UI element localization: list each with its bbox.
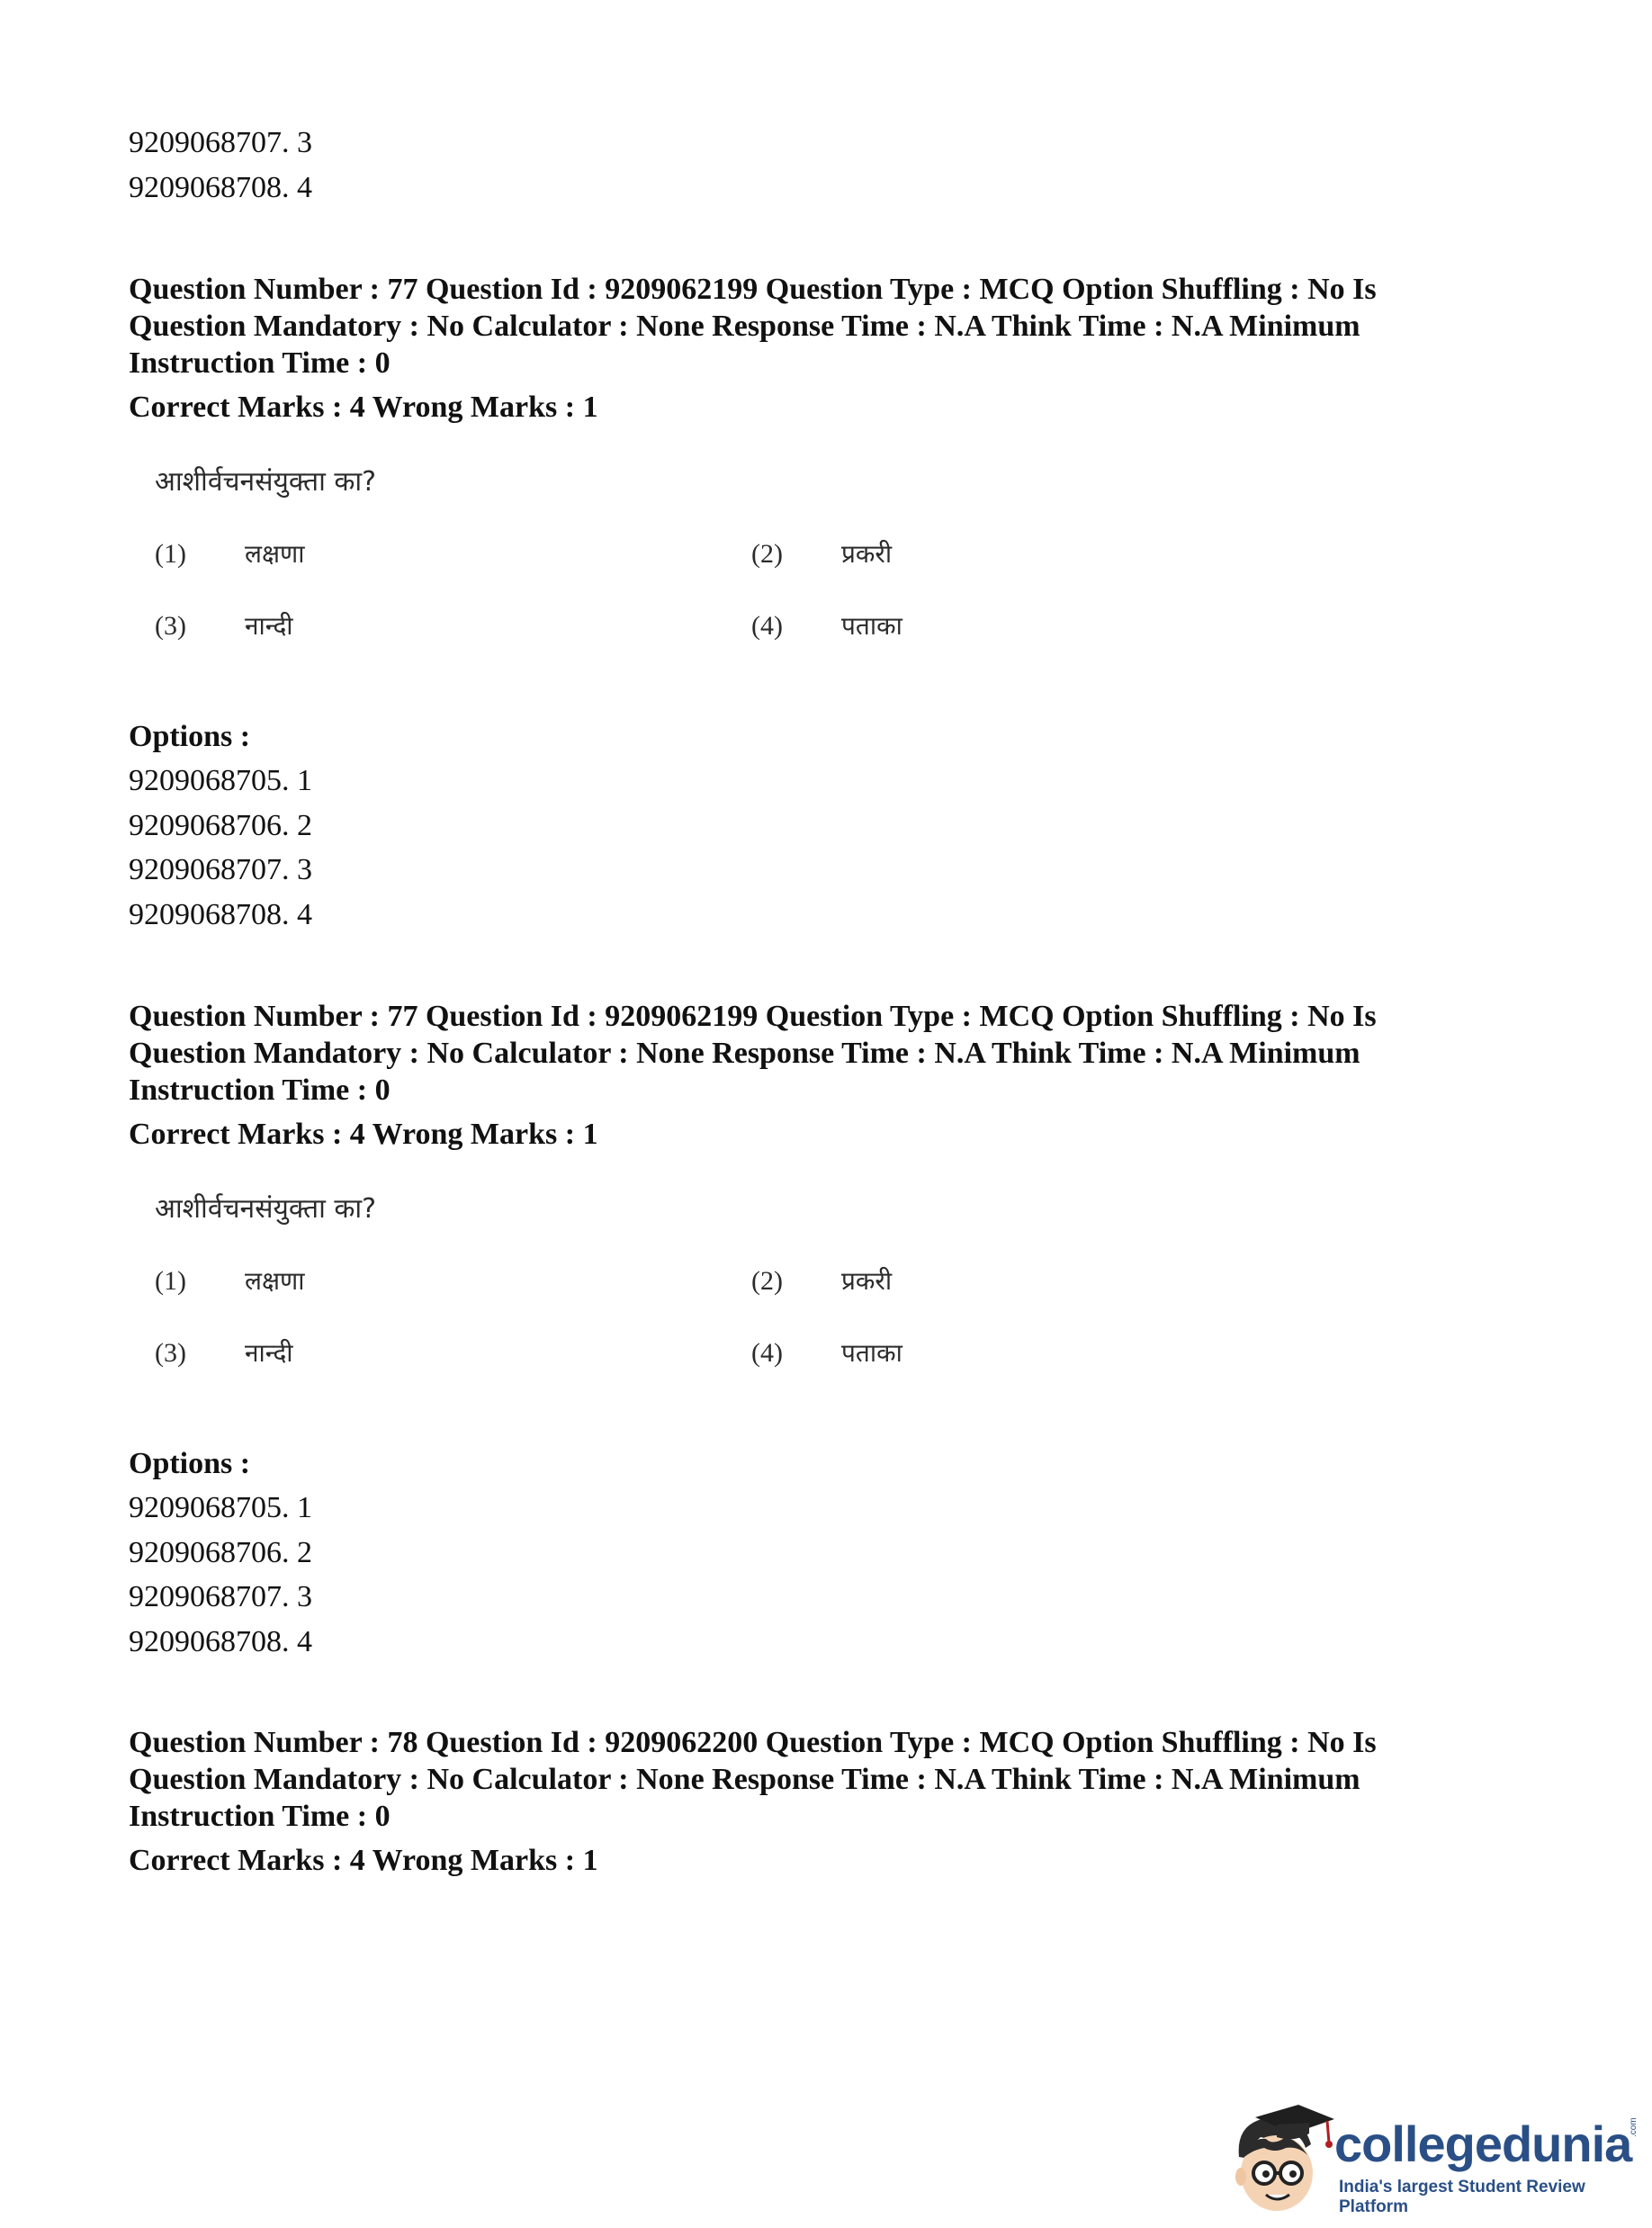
option-line: 9209068708. 4 [129, 171, 312, 204]
choice-number: (4) [751, 1338, 783, 1368]
logo-tagline: India's largest Student Review Platform [1339, 2178, 1585, 2216]
question-header-line: Question Number : 77 Question Id : 9209062199 Question Type : MCQ Option Shuffling : No Is [129, 1000, 1377, 1033]
question-image [144, 1191, 918, 1416]
collegedunia-logo [1219, 2101, 1642, 2218]
logo-suffix: .com [1629, 2117, 1639, 2137]
choice-number: (1) [155, 539, 186, 569]
option-line: 9209068708. 4 [129, 898, 312, 931]
question-header-line: Instruction Time : 0 [129, 1074, 391, 1107]
marks-line: Correct Marks : 4 Wrong Marks : 1 [129, 391, 598, 424]
choice-text: प्रकरी [841, 1266, 893, 1296]
question-image [144, 464, 918, 689]
choice-number: (3) [155, 611, 186, 641]
question-header-line: Instruction Time : 0 [129, 1800, 391, 1833]
choice-number: (3) [155, 1338, 186, 1368]
choice [155, 1335, 425, 1371]
choice-text: लक्षणा [245, 539, 305, 569]
choice [155, 1263, 425, 1299]
choice [155, 608, 425, 644]
choice-text: पताका [841, 1338, 902, 1368]
options-label: Options : [129, 720, 251, 753]
question-header-line: Question Number : 77 Question Id : 9209062199 Question Type : MCQ Option Shuffling : No Is [129, 273, 1377, 306]
choice-text: नान्दी [245, 1338, 293, 1368]
question-text: आशीर्वचनसंयुक्ता का? [155, 1193, 377, 1225]
choice-number: (4) [751, 611, 783, 641]
choice [751, 608, 1021, 644]
choice [155, 536, 425, 572]
choice-text: नान्दी [245, 611, 293, 641]
choice-text: लक्षणा [245, 1266, 305, 1296]
marks-line: Correct Marks : 4 Wrong Marks : 1 [129, 1844, 598, 1877]
marks-line: Correct Marks : 4 Wrong Marks : 1 [129, 1118, 598, 1151]
choice-number: (2) [751, 539, 783, 569]
question-header-line: Question Mandatory : No Calculator : None Response Time : N.A Think Time : N.A Minimum [129, 1037, 1360, 1070]
option-line: 9209068706. 2 [129, 809, 312, 842]
choice [751, 1335, 1021, 1371]
mascot-icon [1219, 2101, 1336, 2218]
option-line: 9209068708. 4 [129, 1625, 312, 1658]
question-header-line: Question Mandatory : No Calculator : None Response Time : N.A Think Time : N.A Minimum [129, 1763, 1360, 1796]
options-label: Options : [129, 1447, 251, 1480]
logo-name: collegedunia [1334, 2116, 1632, 2172]
option-line: 9209068706. 2 [129, 1536, 312, 1569]
option-line: 9209068705. 1 [129, 764, 312, 797]
question-header-line: Question Number : 78 Question Id : 9209062200 Question Type : MCQ Option Shuffling : No Is [129, 1726, 1377, 1759]
option-line: 9209068705. 1 [129, 1491, 312, 1524]
choice [751, 536, 1021, 572]
option-line: 9209068707. 3 [129, 126, 312, 159]
choice-text: प्रकरी [841, 539, 893, 569]
choice-number: (1) [155, 1266, 186, 1296]
question-header-line: Question Mandatory : No Calculator : None Response Time : N.A Think Time : N.A Minimum [129, 310, 1360, 343]
choice-number: (2) [751, 1266, 783, 1296]
question-text: आशीर्वचनसंयुक्ता का? [155, 466, 377, 498]
choice-text: पताका [841, 611, 902, 641]
option-line: 9209068707. 3 [129, 853, 312, 886]
option-line: 9209068707. 3 [129, 1580, 312, 1613]
question-header-line: Instruction Time : 0 [129, 346, 391, 380]
choice [751, 1263, 1021, 1299]
